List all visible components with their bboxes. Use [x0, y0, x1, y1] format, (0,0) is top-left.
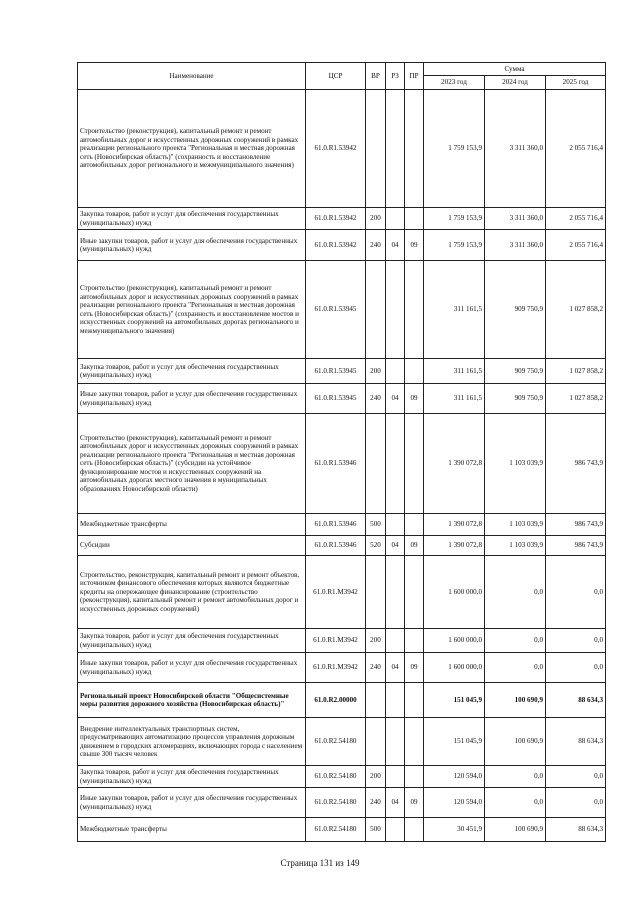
cell-name: Региональный проект Новосибирской области "Общесистемные меры развития дорожного хозяйства (Новосибирская область)" [78, 683, 306, 718]
cell-y2023: 1 759 153,9 [424, 230, 485, 261]
cell-y2023: 30 451,9 [424, 818, 485, 842]
cell-y2024: 909 750,9 [485, 384, 546, 414]
cell-y2023: 151 045,9 [424, 718, 485, 766]
cell-pr [405, 90, 424, 208]
cell-csr: 61.0.R1.53942 [306, 230, 366, 261]
cell-vr [366, 261, 386, 359]
cell-name: Иные закупки товаров, работ и услуг для обеспечения государственных (муниципальных) нужд [78, 653, 306, 683]
cell-name: Субсидии [78, 536, 306, 556]
cell-name: Межбюджетные трансферты [78, 818, 306, 842]
cell-y2023: 1 600 000,0 [424, 653, 485, 683]
cell-rz [386, 90, 405, 208]
cell-pr [405, 718, 424, 766]
cell-pr [405, 208, 424, 230]
cell-pr [405, 556, 424, 629]
cell-y2025: 88 634,3 [546, 683, 606, 718]
header-2024: 2024 год [485, 76, 546, 90]
cell-csr: 61.0.R2.54180 [306, 818, 366, 842]
cell-rz [386, 766, 405, 788]
cell-y2024: 0,0 [485, 788, 546, 818]
cell-y2024: 0,0 [485, 629, 546, 653]
cell-y2024: 3 311 360,0 [485, 230, 546, 261]
cell-y2024: 1 103 039,9 [485, 536, 546, 556]
cell-y2023: 1 600 000,0 [424, 629, 485, 653]
table-row [78, 766, 606, 788]
cell-pr: 09 [405, 384, 424, 414]
cell-y2024: 100 690,9 [485, 683, 546, 718]
cell-y2025: 88 634,3 [546, 718, 606, 766]
cell-y2023: 1 390 072,8 [424, 536, 485, 556]
cell-name: Строительство (реконструкция), капитальный ремонт и ремонт автомобильных дорог и искусственных дорожных сооружений в рамках реализации регионального проекта "Региональная и местная дорожная сеть (Новосибирская область)" (субсидии на устойчивое функционирование мостов и искусственных сооружений на автомобильных дорогах местного значения в муниципальных образованиях Новосибирской области) [78, 414, 306, 514]
table-row [78, 788, 606, 818]
cell-name: Закупка товаров, работ и услуг для обеспечения государственных (муниципальных) нужд [78, 629, 306, 653]
cell-rz: 04 [386, 788, 405, 818]
cell-y2024: 0,0 [485, 766, 546, 788]
table-row [78, 718, 606, 766]
cell-pr [405, 414, 424, 514]
cell-vr: 240 [366, 653, 386, 683]
cell-y2024: 3 311 360,0 [485, 90, 546, 208]
cell-csr: 61.0.R2.00000 [306, 683, 366, 718]
cell-csr: 61.0.R2.54180 [306, 766, 366, 788]
cell-y2025: 0,0 [546, 556, 606, 629]
cell-pr [405, 629, 424, 653]
cell-y2025: 88 634,3 [546, 818, 606, 842]
cell-csr: 61.0.R1.53942 [306, 90, 366, 208]
cell-rz [386, 208, 405, 230]
cell-y2023: 151 045,9 [424, 683, 485, 718]
table-row [78, 536, 606, 556]
table-row [78, 384, 606, 414]
cell-csr: 61.0.R1.53945 [306, 261, 366, 359]
header-pr: ПР [405, 63, 424, 90]
table-row [78, 556, 606, 629]
cell-rz [386, 718, 405, 766]
cell-name: Иные закупки товаров, работ и услуг для обеспечения государственных (муниципальных) нужд [78, 788, 306, 818]
table-row [78, 359, 606, 384]
table-row [78, 230, 606, 261]
cell-y2025: 2 055 716,4 [546, 90, 606, 208]
cell-vr: 500 [366, 818, 386, 842]
cell-vr: 200 [366, 629, 386, 653]
cell-name: Строительство (реконструкция), капитальный ремонт и ремонт автомобильных дорог и искусственных дорожных сооружений в рамках реализации регионального проекта "Региональная и местная дорожная сеть (Новосибирская область)" (сохранность и восстановление мостов и искусственных сооружений на автомобильных дорогах регионального и межмуниципального значения) [78, 261, 306, 359]
cell-y2025: 986 743,9 [546, 514, 606, 536]
cell-rz [386, 629, 405, 653]
header-csr: ЦСР [306, 63, 366, 90]
cell-name: Закупка товаров, работ и услуг для обеспечения государственных (муниципальных) нужд [78, 208, 306, 230]
cell-pr [405, 766, 424, 788]
cell-name: Межбюджетные трансферты [78, 514, 306, 536]
cell-rz [386, 414, 405, 514]
cell-y2024: 0,0 [485, 556, 546, 629]
cell-csr: 61.0.R1.M3942 [306, 653, 366, 683]
cell-csr: 61.0.R1.53942 [306, 208, 366, 230]
cell-y2025: 0,0 [546, 766, 606, 788]
cell-rz: 04 [386, 653, 405, 683]
cell-pr [405, 683, 424, 718]
cell-vr: 240 [366, 788, 386, 818]
cell-rz: 04 [386, 384, 405, 414]
cell-rz [386, 359, 405, 384]
table-row [78, 208, 606, 230]
cell-y2024: 100 690,9 [485, 818, 546, 842]
cell-vr [366, 414, 386, 514]
cell-y2023: 311 161,5 [424, 384, 485, 414]
table-row [78, 683, 606, 718]
cell-y2023: 1 759 153,9 [424, 208, 485, 230]
table-row [78, 261, 606, 359]
cell-vr: 240 [366, 384, 386, 414]
header-2025: 2025 год [546, 76, 606, 90]
table-row [78, 629, 606, 653]
cell-vr [366, 718, 386, 766]
cell-csr: 61.0.R1.M3942 [306, 556, 366, 629]
cell-vr: 200 [366, 766, 386, 788]
cell-csr: 61.0.R1.53945 [306, 359, 366, 384]
cell-pr: 09 [405, 788, 424, 818]
page-number: Страница 131 из 149 [280, 858, 360, 868]
cell-y2024: 909 750,9 [485, 261, 546, 359]
cell-y2025: 2 055 716,4 [546, 230, 606, 261]
cell-rz [386, 261, 405, 359]
cell-rz [386, 514, 405, 536]
cell-vr: 500 [366, 514, 386, 536]
cell-y2025: 1 027 858,2 [546, 261, 606, 359]
cell-vr: 200 [366, 208, 386, 230]
cell-y2025: 1 027 858,2 [546, 359, 606, 384]
cell-y2024: 3 311 360,0 [485, 208, 546, 230]
cell-pr [405, 514, 424, 536]
table-row [78, 514, 606, 536]
cell-pr [405, 261, 424, 359]
cell-pr [405, 818, 424, 842]
cell-y2025: 986 743,9 [546, 536, 606, 556]
table-row [78, 414, 606, 514]
cell-name: Закупка товаров, работ и услуг для обеспечения государственных (муниципальных) нужд [78, 359, 306, 384]
cell-csr: 61.0.R2.54180 [306, 788, 366, 818]
cell-vr: 200 [366, 359, 386, 384]
cell-vr: 520 [366, 536, 386, 556]
cell-y2023: 311 161,5 [424, 261, 485, 359]
header-2023: 2023 год [424, 76, 485, 90]
cell-vr [366, 683, 386, 718]
table-row [78, 90, 606, 208]
cell-y2024: 0,0 [485, 653, 546, 683]
cell-y2025: 0,0 [546, 629, 606, 653]
cell-name: Иные закупки товаров, работ и услуг для обеспечения государственных (муниципальных) нужд [78, 384, 306, 414]
cell-pr: 09 [405, 653, 424, 683]
cell-name: Закупка товаров, работ и услуг для обеспечения государственных (муниципальных) нужд [78, 766, 306, 788]
cell-csr: 61.0.R2.54180 [306, 718, 366, 766]
table-row [78, 653, 606, 683]
cell-y2023: 311 161,5 [424, 359, 485, 384]
cell-csr: 61.0.R1.M3942 [306, 629, 366, 653]
cell-name: Строительство (реконструкция), капитальный ремонт и ремонт автомобильных дорог и искусственных дорожных сооружений в рамках реализации регионального проекта "Региональная и местная дорожная сеть (Новосибирская область)" (сохранность и восстановление автомобильных дорог регионального и межмуниципального значения) [78, 90, 306, 208]
cell-y2025: 0,0 [546, 653, 606, 683]
header-name: Наименование [78, 63, 306, 90]
cell-y2023: 120 594,0 [424, 788, 485, 818]
cell-rz [386, 818, 405, 842]
budget-table [77, 62, 606, 842]
cell-y2024: 909 750,9 [485, 359, 546, 384]
header-sum: Сумма [424, 63, 606, 76]
table-body [78, 90, 606, 842]
cell-csr: 61.0.R1.53946 [306, 414, 366, 514]
cell-csr: 61.0.R1.53945 [306, 384, 366, 414]
cell-y2023: 1 600 000,0 [424, 556, 485, 629]
cell-y2024: 1 103 039,9 [485, 514, 546, 536]
cell-rz: 04 [386, 536, 405, 556]
cell-rz: 04 [386, 230, 405, 261]
cell-pr: 09 [405, 230, 424, 261]
cell-name: Иные закупки товаров, работ и услуг для обеспечения государственных (муниципальных) нужд [78, 230, 306, 261]
cell-name: Строительство, реконструкция, капитальный ремонт и ремонт объектов, источником финансового обеспечения которых являются бюджетные кредиты на опережающее финансирование (строительство (реконструкция), капитальный ремонт и ремонт автомобильных дорог и искусственных дорожных сооружений) [78, 556, 306, 629]
cell-pr: 09 [405, 536, 424, 556]
table-row [78, 818, 606, 842]
cell-vr: 240 [366, 230, 386, 261]
header-vr: ВР [366, 63, 386, 90]
cell-y2023: 1 390 072,8 [424, 414, 485, 514]
cell-rz [386, 556, 405, 629]
cell-csr: 61.0.R1.53946 [306, 536, 366, 556]
cell-y2025: 986 743,9 [546, 414, 606, 514]
cell-name: Внедрение интеллектуальных транспортных систем, предусматривающих автоматизацию процессов управления дорожным движением в городских агломерациях, включающих города с населением свыше 300 тысяч человек [78, 718, 306, 766]
cell-y2023: 120 594,0 [424, 766, 485, 788]
cell-csr: 61.0.R1.53946 [306, 514, 366, 536]
cell-y2023: 1 390 072,8 [424, 514, 485, 536]
header-rz: РЗ [386, 63, 405, 90]
cell-rz [386, 683, 405, 718]
cell-y2025: 1 027 858,2 [546, 384, 606, 414]
cell-vr [366, 90, 386, 208]
cell-y2023: 1 759 153,9 [424, 90, 485, 208]
cell-y2024: 100 690,9 [485, 718, 546, 766]
cell-y2024: 1 103 039,9 [485, 414, 546, 514]
cell-y2025: 2 055 716,4 [546, 208, 606, 230]
cell-pr [405, 359, 424, 384]
cell-y2025: 0,0 [546, 788, 606, 818]
cell-vr [366, 556, 386, 629]
